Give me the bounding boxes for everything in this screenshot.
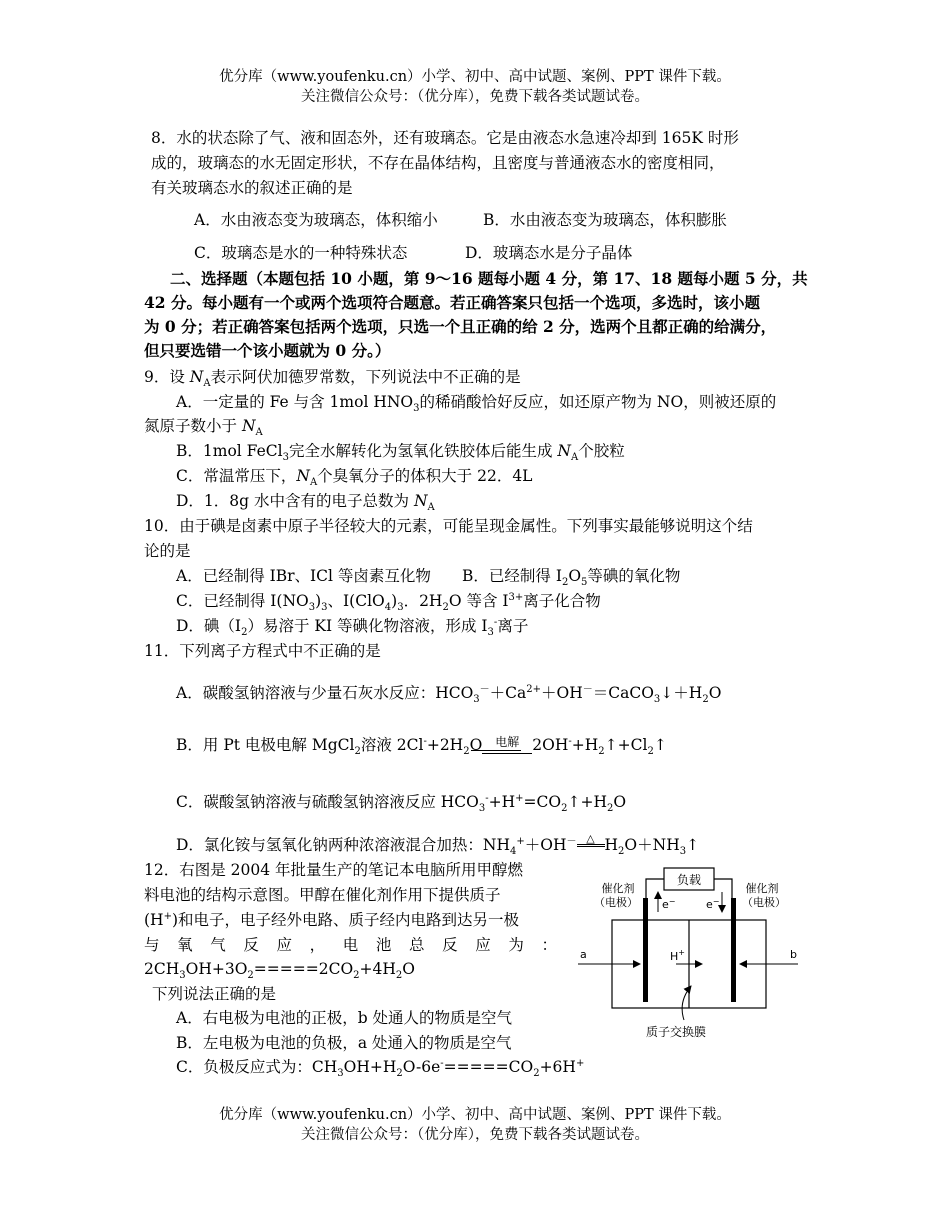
section2-line-1: 二、选择题（本题包括 10 小题，第 9～16 题每小题 4 分，第 17、18 题每小题 5 分，共	[170, 269, 808, 288]
fuel-cell-diagram	[572, 862, 802, 1042]
q11-option-b: B．用 Pt 电极电解 MgCl$_2$溶液 $2Cl^-+2H_2O$ 电解 $2OH^-+H_2↑+Cl_2↑$	[176, 731, 667, 756]
q11-stem: 11．下列离子方程式中不正确的是	[144, 642, 381, 660]
membrane-label: 质子交换膜	[645, 1025, 707, 1039]
q11-option-d: D．氯化铵与氢氧化钠两种浓溶液混合加热：$NH_4^++OH^-$ △ $H_2O+NH_3↑$	[176, 832, 700, 858]
section2-line-3: 为 0 分；若正确答案包括两个选项，只选一个且正确的给 2 分，选两个且都正确的给满分，	[144, 317, 777, 336]
header-line-1: 优分库（www.youfenku.cn）小学、初中、高中试题、案例、PPT 课件下载。	[219, 69, 731, 85]
membrane-pointer	[682, 986, 691, 1020]
section2-line-2: 42 分。每小题有一个或两个选项符合题意。若正确答案只包括一个选项，多选时，该小题	[144, 293, 760, 312]
heating-condition: △	[577, 834, 605, 847]
inlet-b-label: b	[790, 948, 797, 961]
q10-stem-line-2: 论的是	[144, 542, 191, 560]
catalyst-left-label-2: （电极）	[594, 896, 638, 909]
header-line-2: 关注微信公众号：（优分库），免费下载各类试题试卷。	[301, 89, 649, 105]
q8-stem-line-1: 8．水的状态除了气、液和固态外，还有玻璃态。它是由液态水急速冷却到 165K 时形	[151, 129, 739, 147]
catalyst-right-label-1: 催化剂	[745, 882, 779, 895]
proton-label: H+	[670, 948, 685, 963]
left-electrode	[643, 898, 648, 1002]
q12-stem-line-2: 料电池的结构示意图。甲醇在催化剂作用下提供质子	[144, 886, 501, 904]
q9-option-a-line-2: 氮原子数小于 $N_A$	[144, 417, 263, 439]
q12-stem-line-4: 与 氧 气 反 应 ， 电 池 总 反 应 为 ：	[144, 936, 558, 954]
footer-line-1: 优分库（www.youfenku.cn）小学、初中、高中试题、案例、PPT 课件下载。	[219, 1107, 731, 1123]
q12-option-b: B．左电极为电池的负极，a 处通入的物质是空气	[176, 1034, 512, 1052]
q8-stem-line-2: 成的，玻璃态的水无固定形状，不存在晶体结构，且密度与普通液态水的密度相同，	[151, 154, 725, 172]
q9-option-d: D．1．8g 水中含有的电子总数为 $N_A$	[176, 492, 435, 514]
q8-option-b: B．水由液态变为玻璃态，体积膨胀	[483, 211, 727, 229]
q8-option-d: D．玻璃态水是分子晶体	[465, 244, 633, 262]
q12-equation: $2CH_3OH+3O_2=====2CO_2+4H_2O$	[144, 960, 415, 982]
q11-option-a: A．碳酸氢钠溶液与少量石灰水反应：$HCO_3^-+Ca^{2+}+OH^-=CaCO_3↓+H_2O$	[176, 683, 722, 706]
electron-label-right: e−	[706, 897, 720, 911]
inlet-a-label: a	[580, 948, 587, 961]
q10-option-d: D．碘$(I_2)$易溶于 KI 等碘化物溶液，形成 $I_3^-$离子	[176, 616, 529, 639]
catalyst-left-label-1: 催化剂	[601, 882, 635, 895]
q12-stem-line-3: (H+)和电子，电子经外电路、质子经内电路到达另一极	[144, 910, 520, 929]
q8-option-a: A．水由液态变为玻璃态，体积缩小	[194, 211, 438, 229]
right-electrode	[731, 898, 736, 1002]
q8-option-c: C．玻璃态是水的一种特殊状态	[194, 244, 408, 262]
q9-option-c: C．常温常压下，$N_A$个臭氧分子的体积大于 22．4L	[176, 467, 533, 489]
section2-line-4: 但只要选错一个该小题就为 0 分。）	[144, 341, 391, 360]
q10-option-a: A．已经制得 IBr、ICl 等卤素互化物	[176, 567, 431, 585]
load-label: 负载	[676, 873, 702, 887]
q12-option-c: C．负极反应式为：$CH_3OH+H_2O-6e^-=====CO_2+6H^+$	[176, 1057, 585, 1080]
electrolysis-double-line	[471, 750, 521, 751]
q8-stem-line-3: 有关玻璃态水的叙述正确的是	[151, 179, 353, 197]
q12-stem-line-1: 12．右图是 2004 年批量生产的笔记本电脑所用甲醇燃	[144, 861, 524, 879]
q12-option-a: A．右电极为电池的正极，b 处通人的物质是空气	[176, 1009, 513, 1027]
q9-stem: 9．设 $N_A$表示阿伏加德罗常数，下列说法中不正确的是	[144, 368, 521, 390]
q10-option-b: B．已经制得 $I_2O_5$等碘的氧化物	[462, 567, 681, 589]
q9-option-a-line-1: A．一定量的 Fe 与含 1mol $HNO_3$的稀硝酸恰好反应，如还原产物为 NO，则被还原的	[176, 393, 777, 415]
footer-line-2: 关注微信公众号：（优分库），免费下载各类试题试卷。	[301, 1127, 649, 1143]
catalyst-right-label-2: （电极）	[742, 896, 786, 909]
electrolysis-condition: 电解	[482, 731, 532, 754]
electron-label-left: e−	[662, 897, 676, 911]
q10-stem-line-1: 10．由于碘是卤素中原子半径较大的元素，可能呈现金属性。下列事实最能够说明这个结	[144, 517, 753, 535]
q9-option-b: B．1mol FeCl$_3$完全水解转化为氢氧化铁胶体后能生成 $N_A$个胶粒	[176, 442, 625, 464]
q10-option-c: C．已经制得 $I(NO_3)_3$、$I(ClO_4)_3$．$2H_2O$ 等含 $I^{3+}$离子化合物	[176, 591, 601, 614]
q11-option-c: C．碳酸氢钠溶液与硫酸氢钠溶液反应 $HCO_3^-+H^+=CO_2↑+H_2O$	[176, 792, 627, 815]
q12-stem-line-5: 下列说法正确的是	[152, 985, 277, 1003]
